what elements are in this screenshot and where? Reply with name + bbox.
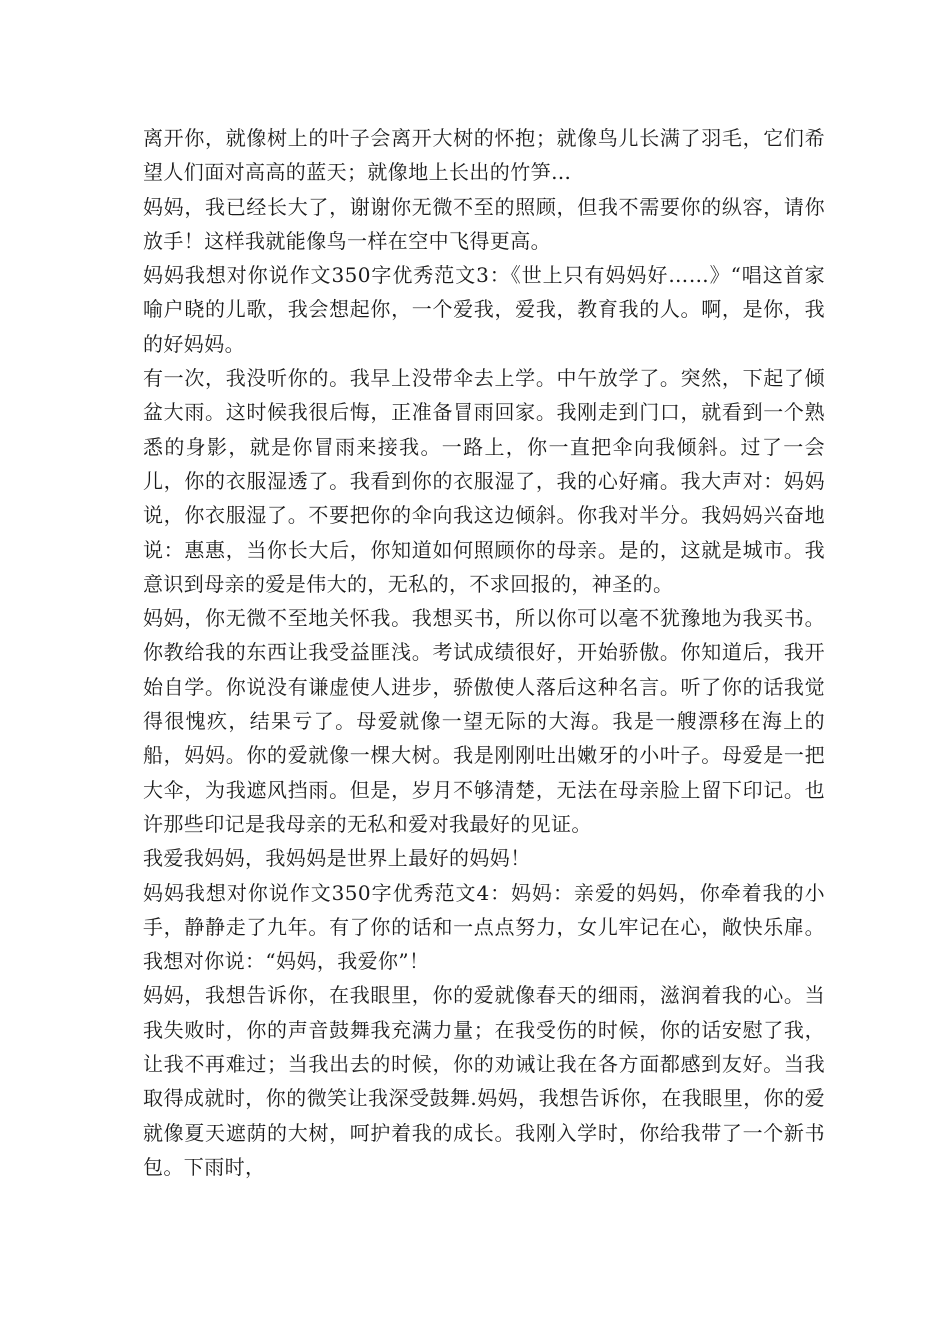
paragraph-3: 妈妈我想对你说作文350字优秀范文3：《世上只有妈妈好……》“唱这首家喻户晓的儿歌，我会想起你，一个爱我，爱我，教育我的人。啊，是你，我的好妈妈。 (143, 263, 825, 356)
paragraph-1: 离开你，就像树上的叶子会离开大树的怀抱；就像鸟儿长满了羽毛，它们希望人们面对高高的蓝天；就像地上长出的竹笋… (143, 126, 825, 185)
paragraph-6: 我爱我妈妈，我妈妈是世界上最好的妈妈！ (143, 846, 531, 871)
essay-body (143, 121, 825, 1184)
paragraph-8: 妈妈，我想告诉你，在我眼里，你的爱就像春天的细雨，滋润着我的心。当我失败时，你的声音鼓舞我充满力量；在我受伤的时候，你的话安慰了我，让我不再难过；当我出去的时候，你的劝诫让我在各方面都感到友好。当我取得成就时，你的微笑让我深受鼓舞.妈妈，我想告诉你，在我眼里，你的爱就像夏天遮荫的大树，呵护着我的成长。我刚入学时，你给我带了一个新书包。下雨时， (143, 983, 825, 1179)
paragraph-5: 妈妈，你无微不至地关怀我。我想买书，所以你可以毫不犹豫地为我买书。你教给我的东西让我受益匪浅。考试成绩很好，开始骄傲。你知道后，我开始自学。你说没有谦虚使人进步，骄傲使人落后这种名言。听了你的话我觉得很愧疚，结果亏了。母爱就像一望无际的大海。我是一艘漂移在海上的船，妈妈。你的爱就像一棵大树。我是刚刚吐出嫩牙的小叶子。母爱是一把大伞，为我遮风挡雨。但是，岁月不够清楚，无法在母亲脸上留下印记。也许那些印记是我母亲的无私和爱对我最好的见证。 (143, 606, 825, 836)
paragraph-2: 妈妈，我已经长大了，谢谢你无微不至的照顾，但我不需要你的纵容，请你放手！这样我就能像鸟一样在空中飞得更高。 (143, 194, 825, 253)
paragraph-4: 有一次，我没听你的。我早上没带伞去上学。中午放学了。突然，下起了倾盆大雨。这时候我很后悔，正准备冒雨回家。我刚走到门口，就看到一个熟悉的身影，就是你冒雨来接我。一路上，你一直把伞向我倾斜。过了一会儿，你的衣服湿透了。我看到你的衣服湿了，我的心好痛。我大声对：妈妈说，你衣服湿了。不要把你的伞向我这边倾斜。你我对半分。我妈妈兴奋地说：惠惠，当你长大后，你知道如何照顾你的母亲。是的，这就是城市。我意识到母亲的爱是伟大的，无私的，不求回报的，神圣的。 (143, 366, 825, 596)
paragraph-7: 妈妈我想对你说作文350字优秀范文4：妈妈：亲爱的妈妈，你牵着我的小手，静静走了九年。有了你的话和一点点努力，女儿牢记在心，敞快乐扉。我想对你说：“妈妈，我爱你”！ (143, 880, 825, 974)
